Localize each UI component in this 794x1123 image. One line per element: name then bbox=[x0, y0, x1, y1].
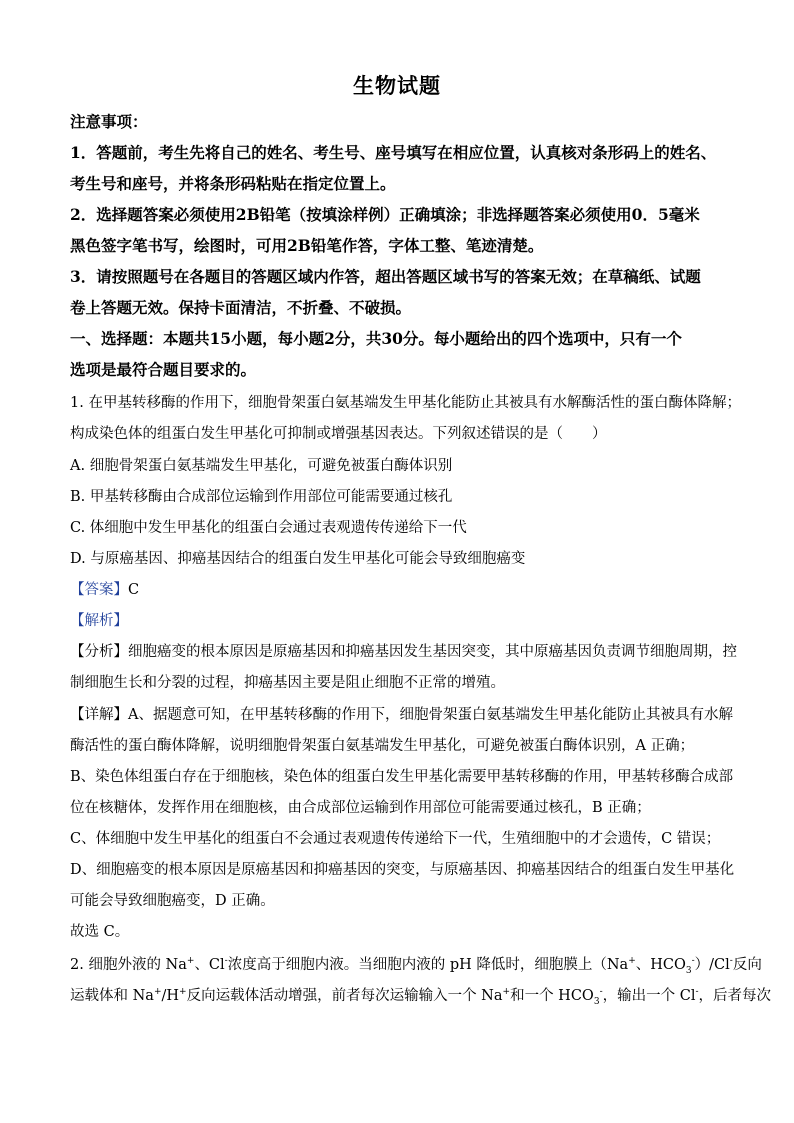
xiangjie-line bbox=[70, 703, 733, 724]
option-c: C. 体细胞中发生甲基化的组蛋白会通过表观遗传传递给下一代 bbox=[70, 520, 467, 536]
analysis-tag: 【解析】 bbox=[70, 613, 128, 629]
question-2-stem: 2. 细胞外液的 Na+、Cl-浓度高于细胞内液。当细胞内液的 pH 降低时，细胞膜上（Na+、$HCO_3^-)/Cl^-$反向 bbox=[70, 956, 762, 976]
notice-line: 3．请按照题号在各题目的答题区域内作答，超出答题区域书写的答案无效；在草稿纸、试题 bbox=[70, 267, 701, 286]
xiangjie-text: 位在核糖体，发挥作用在细胞核，由合成部位运输到作用部位可能需要通过核孔，B 正确； bbox=[70, 800, 651, 816]
section-heading: 一、选择题：本题共15小题，每小题2分，共30分。每小题给出的四个选项中，只有一个 bbox=[70, 329, 682, 348]
analysis-line bbox=[70, 609, 730, 630]
conclusion: 故选 C。 bbox=[70, 924, 130, 940]
answer-line bbox=[70, 578, 730, 599]
fenxi-text: 细胞癌变的根本原因是原癌基因和抑癌基因发生基因突变，其中原癌基因负责调节细胞周期，控 bbox=[128, 644, 737, 660]
xiangjie-text: D、细胞癌变的根本原因是原癌基因和抑癌基因的突变，与原癌基因、抑癌基因结合的组蛋白发生甲基化 bbox=[70, 862, 735, 878]
xiangjie-text: 酶活性的蛋白酶体降解，说明细胞骨架蛋白氨基端发生甲基化，可避免被蛋白酶体识别，A 正确； bbox=[70, 738, 695, 754]
option-a: A. 细胞骨架蛋白氨基端发生甲基化，可避免被蛋白酶体识别 bbox=[70, 458, 453, 474]
fenxi-tag: 【分析】 bbox=[70, 644, 128, 660]
option-d: D. 与原癌基因、抑癌基因结合的组蛋白发生甲基化可能会导致细胞癌变 bbox=[70, 551, 526, 567]
notice-line: 考生号和座号，并将条形码粘贴在指定位置上。 bbox=[70, 174, 396, 193]
page-title: 生物试题 bbox=[353, 73, 441, 98]
notice-line: 1．答题前，考生先将自己的姓名、考生号、座号填写在相应位置，认真核对条形码上的姓名、 bbox=[70, 143, 717, 162]
section-heading: 选项是最符合题目要求的。 bbox=[70, 360, 257, 379]
notice-line: 卷上答题无效。保持卡面清洁，不折叠、不破损。 bbox=[70, 298, 412, 317]
xiangjie-tag: 【详解】 bbox=[70, 707, 128, 723]
answer-value: C bbox=[128, 582, 140, 598]
xiangjie-text: C、体细胞中发生甲基化的组蛋白不会通过表观遗传传递给下一代，生殖细胞中的才会遗传，C 错误； bbox=[70, 831, 721, 847]
xiangjie-text: 可能会导致细胞癌变，D 正确。 bbox=[70, 893, 275, 909]
answer-tag: 【答案】 bbox=[70, 582, 128, 598]
fenxi-text: 制细胞生长和分裂的过程，抑癌基因主要是阻止细胞不正常的增殖。 bbox=[70, 675, 505, 691]
xiangjie-text: B、染色体组蛋白存在于细胞核，染色体的组蛋白发生甲基化需要甲基转移酶的作用，甲基转移酶合成部 bbox=[70, 769, 734, 785]
question-stem: 构成染色体的组蛋白发生甲基化可抑制或增强基因表达。下列叙述错误的是（ ） bbox=[70, 426, 607, 442]
notice-line: 2．选择题答案必须使用2B铅笔（按填涂样例）正确填涂；非选择题答案必须使用0．5毫米 bbox=[70, 205, 700, 224]
question-2-stem: 运载体和 Na+/H+反向运载体活动增强，前者每次运输输入一个 Na+和一个 $HCO_3^-$，输出一个 Cl-，后者每次 bbox=[70, 987, 771, 1007]
question-stem: 1. 在甲基转移酶的作用下，细胞骨架蛋白氨基端发生甲基化能防止其被具有水解酶活性的蛋白酶体降解； bbox=[70, 395, 741, 411]
xiangjie-text: A、据题意可知，在甲基转移酶的作用下，细胞骨架蛋白氨基端发生甲基化能防止其被具有水解 bbox=[128, 707, 733, 723]
fenxi-line bbox=[70, 640, 737, 661]
option-b: B. 甲基转移酶由合成部位运输到作用部位可能需要通过核孔 bbox=[70, 489, 453, 505]
notice-line: 黑色签字笔书写，绘图时，可用2B铅笔作答，字体工整、笔迹清楚。 bbox=[70, 236, 544, 255]
notice-heading: 注意事项： bbox=[70, 112, 148, 131]
